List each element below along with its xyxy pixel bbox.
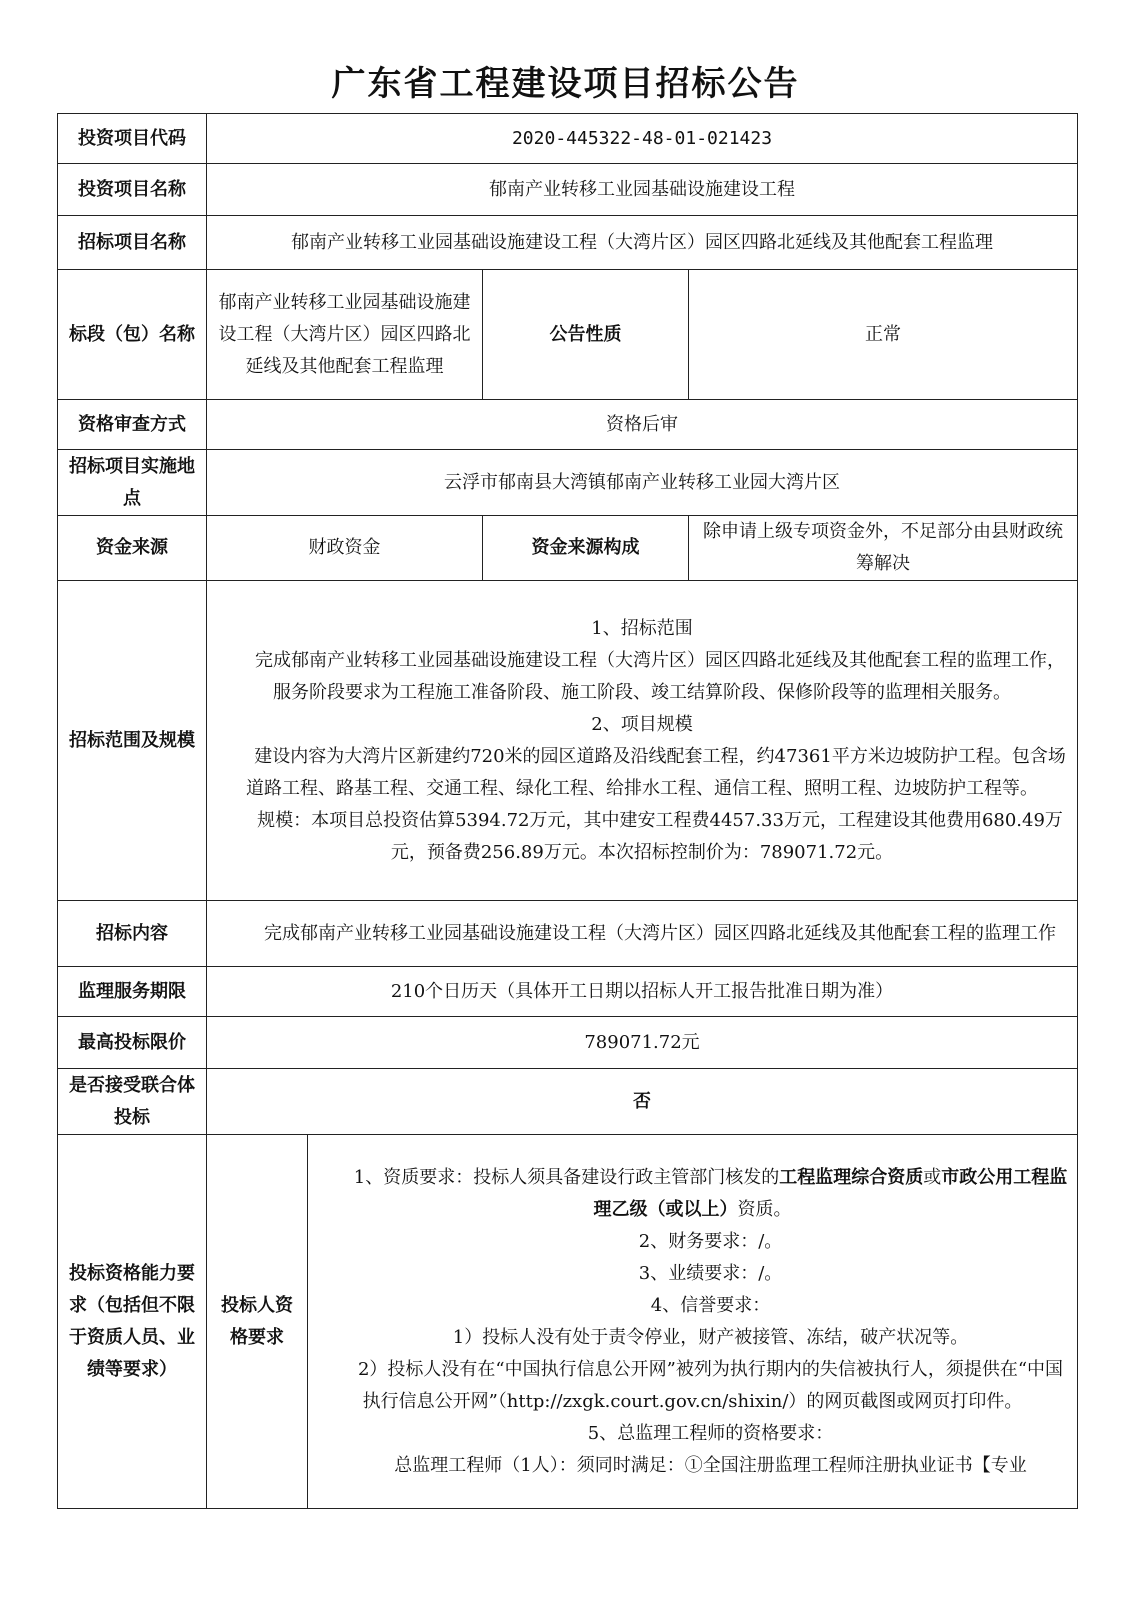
row-tender-name [58,216,1078,270]
req-chief-engineer: 5、总监理工程师的资格要求： [587,1422,834,1444]
value-tender-name: 郁南产业转移工业园基础设施建设工程（大湾片区）园区四路北延线及其他配套工程监理 [207,216,1078,270]
value-invest-name: 郁南产业转移工业园基础设施建设工程 [207,164,1078,216]
row-qualification-review [58,400,1078,450]
label-content: 招标内容 [58,901,207,967]
req-credit-1: 1）投标人没有处于责令停业，财产被接管、冻结，破产状况等。 [452,1326,969,1348]
label-bidder-requirements: 投标资格能力要求（包括但不限于资质人员、业绩等要求） [58,1135,207,1509]
req-credit: 4、信誉要求： [650,1294,771,1316]
scope-heading-2: 2、项目规模 [591,713,693,735]
value-code: 2020-445322-48-01-021423 [207,114,1078,164]
req-finance: 2、财务要求：/。 [638,1230,783,1252]
label-funding-composition: 资金来源构成 [483,516,689,581]
value-location: 云浮市郁南县大湾镇郁南产业转移工业园大湾片区 [207,450,1078,516]
row-bidder-requirements [58,1135,1078,1509]
scope-paragraph-3: 规模：本项目总投资估算5394.72万元，其中建安工程费4457.33万元，工程建设其他费用680.49万元，预备费256.89万元。本次招标控制价为：789071.72元。 [257,809,1063,863]
label-qualification-review: 资格审查方式 [58,400,207,450]
label-tender-name: 招标项目名称 [58,216,207,270]
scope-heading-1: 1、招标范围 [591,617,693,639]
value-scope [207,581,1078,901]
req-performance: 3、业绩要求：/。 [638,1262,783,1284]
row-period [58,967,1078,1017]
label-section: 标段（包）名称 [58,270,207,400]
scope-paragraph-1: 完成郁南产业转移工业园基础设施建设工程（大湾片区）园区四路北延线及其他配套工程的监理工作，服务阶段要求为工程施工准备阶段、施工阶段、竣工结算阶段、保修阶段等的监理相关服务。 [255,649,1066,703]
row-scope [58,581,1078,901]
value-funding: 财政资金 [207,516,483,581]
label-invest-name: 投资项目名称 [58,164,207,216]
label-consortium: 是否接受联合体投标 [58,1069,207,1135]
row-code [58,114,1078,164]
value-funding-composition: 除申请上级专项资金外，不足部分由县财政统筹解决 [689,516,1078,581]
label-code: 投资项目代码 [58,114,207,164]
value-bidder-requirements [308,1135,1078,1509]
label-scope: 招标范围及规模 [58,581,207,901]
row-max-price [58,1017,1078,1069]
value-qualification-review: 资格后审 [207,400,1078,450]
value-content: 完成郁南产业转移工业园基础设施建设工程（大湾片区）园区四路北延线及其他配套工程的监理工作 [207,901,1078,967]
value-notice-nature: 正常 [689,270,1078,400]
value-section: 郁南产业转移工业园基础设施建设工程（大湾片区）园区四路北延线及其他配套工程监理 [207,270,483,400]
row-section [58,270,1078,400]
label-funding: 资金来源 [58,516,207,581]
value-period: 210个日历天（具体开工日期以招标人开工报告批准日期为准） [207,967,1078,1017]
label-bidder-qualification: 投标人资格要求 [207,1135,308,1509]
value-consortium: 否 [207,1069,1078,1135]
notice-table [57,113,1078,1509]
row-location [58,450,1078,516]
req-qualification: 1、资质要求：投标人须具备建设行政主管部门核发的工程监理综合资质或市政公用工程监理乙级（或以上）资质。 [353,1166,1068,1220]
req-chief-engineer-1: 总监理工程师（1人）：须同时满足：①全国注册监理工程师注册执业证书【专业 [394,1454,1027,1476]
label-max-price: 最高投标限价 [58,1017,207,1069]
label-notice-nature: 公告性质 [483,270,689,400]
req-credit-2: 2）投标人没有在“中国执行信息公开网”被列为执行期内的失信被执行人，须提供在“中国执行信息公开网”（http://zxgk.court.gov.cn/shixin/）的网页截图或网页打印件。 [357,1358,1064,1412]
page-title: 广东省工程建设项目招标公告 [331,64,800,104]
row-content [58,901,1078,967]
label-period: 监理服务期限 [58,967,207,1017]
value-max-price: 789071.72元 [207,1017,1078,1069]
row-invest-name [58,164,1078,216]
row-consortium [58,1069,1078,1135]
row-funding [58,516,1078,581]
label-location: 招标项目实施地点 [58,450,207,516]
scope-paragraph-2: 建设内容为大湾片区新建约720米的园区道路及沿线配套工程，约47361平方米边坡防护工程。包含场道路工程、路基工程、交通工程、绿化工程、给排水工程、通信工程、照明工程、边坡防护工程等。 [246,745,1066,799]
